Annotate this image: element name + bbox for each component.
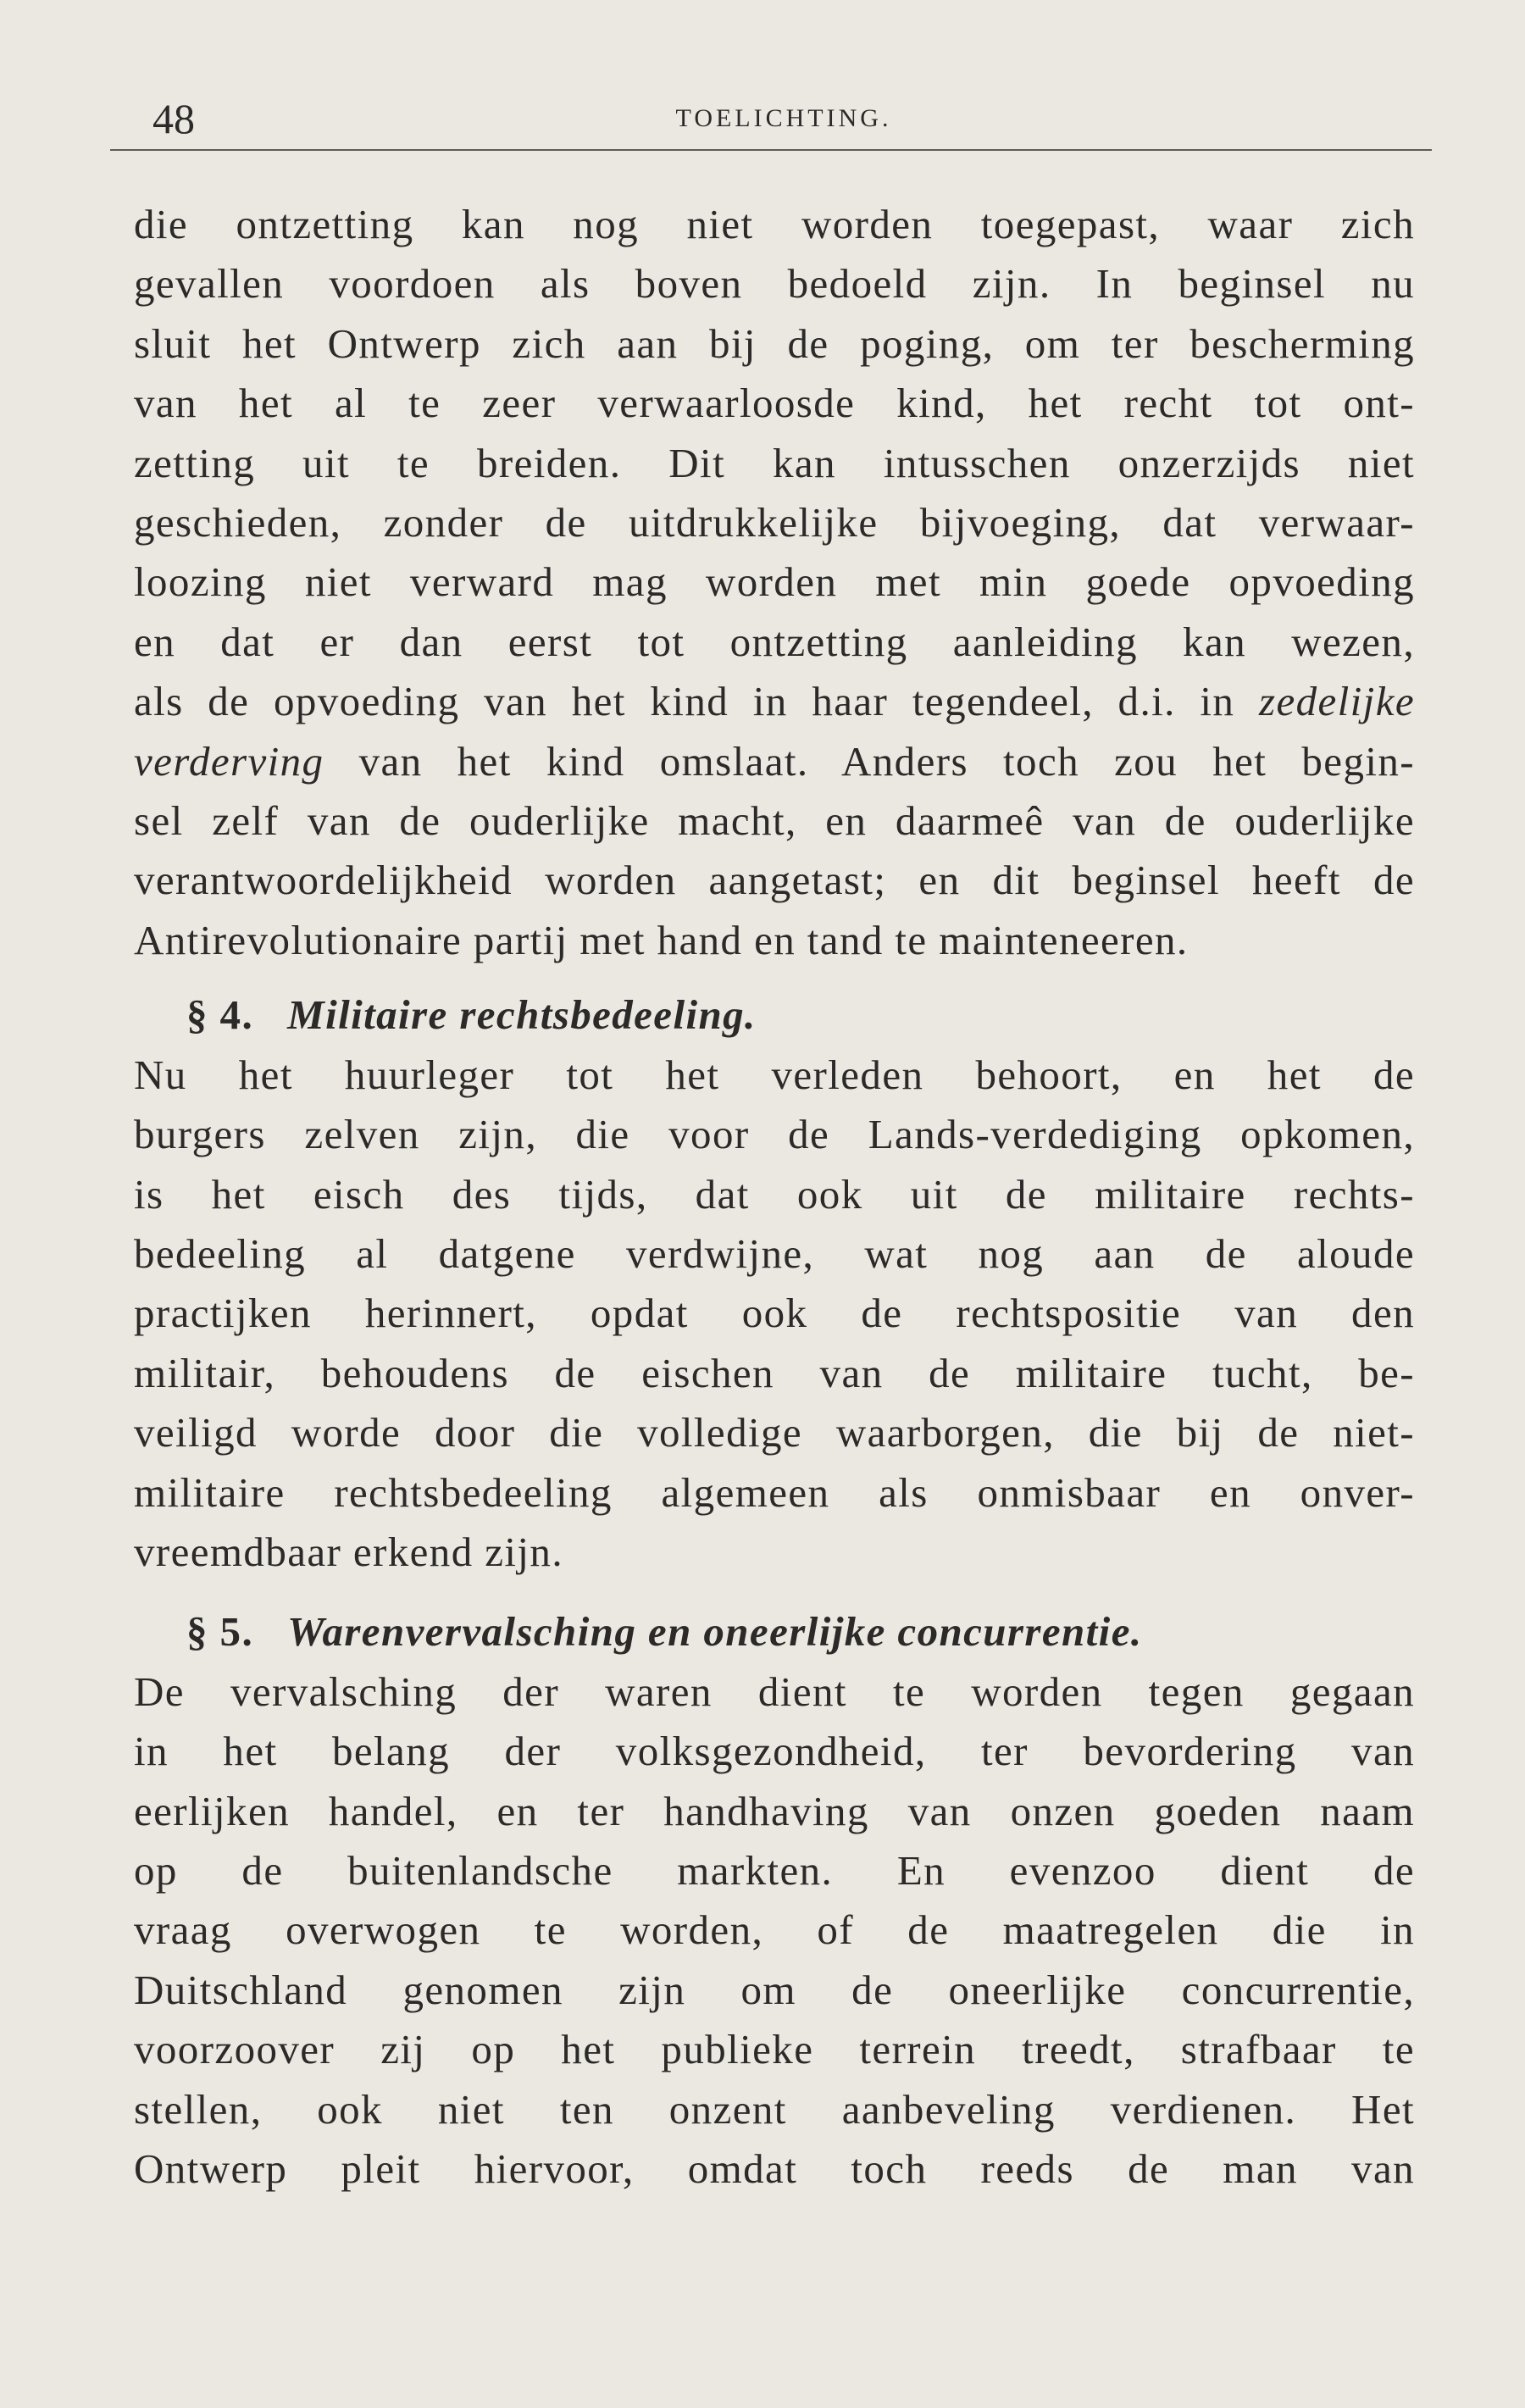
section-title: Militaire rechtsbedeeling. [287, 991, 757, 1039]
text-line: zetting uit te breiden. Dit kan intusschen onzerzijds niet [134, 439, 1415, 486]
text-fragment: als de opvoeding van het kind in haar tegendeel, d.i. in [134, 678, 1235, 725]
text-line [134, 732, 1415, 791]
text-line: Nu het huurleger tot het verleden behoort, en het de [134, 1051, 1415, 1098]
page-number: 48 [152, 95, 195, 142]
text-line: gevallen voordoen als boven bedoeld zijn. In beginsel nu [134, 260, 1415, 308]
text-line: die ontzetting kan nog niet worden toegepast, waar zich [134, 201, 1415, 247]
text-line: verantwoordelijkheid worden aangetast; en dit beginsel heeft de [134, 857, 1415, 904]
section-title: Warenvervalsching en oneerlijke concurrentie. [287, 1608, 1143, 1656]
section-heading-4 [134, 985, 1415, 1045]
text-line: Antirevolutionaire partij met hand en tand te mainteneeren. [134, 916, 1189, 963]
text-line: eerlijken handel, en ter handhaving van onzen goeden naam [134, 1787, 1415, 1834]
italic-term: verderving [134, 737, 324, 785]
text-line: sel zelf van de ouderlijke macht, en daarmeê van de ouderlijke [134, 797, 1415, 845]
text-line: voorzoover zij op het publieke terrein treedt, strafbaar te [134, 2026, 1415, 2073]
running-head: TOELICHTING. [675, 104, 892, 132]
text-line: vreemdbaar erkend zijn. [134, 1528, 563, 1575]
section-heading-5 [134, 1602, 1415, 1662]
text-line: vraag overwogen te worden, of de maatregelen die in [134, 1906, 1415, 1954]
text-line: van het al te zeer verwaarloosde kind, het recht tot ont- [134, 380, 1415, 427]
text-line: sluit het Ontwerp zich aan bij de poging, om ter bescherming [134, 319, 1415, 367]
text-line: burgers zelven zijn, die voor de Lands-verdediging opkomen, [134, 1111, 1415, 1158]
section-number: § 5. [186, 1608, 254, 1656]
text-line: loozing niet verward mag worden met min goede opvoeding [134, 558, 1415, 606]
text-line: stellen, ook niet ten onzent aanbeveling verdienen. Het [134, 2085, 1415, 2133]
text-line: militaire rechtsbedeeling algemeen als onmisbaar en onver- [134, 1468, 1415, 1516]
text-line: bedeeling al datgene verdwijne, wat nog aan de aloude [134, 1229, 1415, 1277]
paragraph-ontzetting [134, 195, 1415, 970]
text-line: Duitschland genomen zijn om de oneerlijke concurrentie, [134, 1966, 1415, 2013]
text-line: geschieden, zonder de uitdrukkelijke bijvoeging, dat verwaar- [134, 499, 1415, 547]
section-number: § 4. [186, 991, 254, 1039]
body-text [134, 195, 1415, 2199]
text-fragment: van het kind omslaat. Anders toch zou het begin- [358, 737, 1415, 785]
text-line: Ontwerp pleit hiervoor, omdat toch reeds de man van [134, 2145, 1415, 2192]
text-line: militair, behoudens de eischen van de militaire tucht, be- [134, 1349, 1415, 1396]
header-rule [110, 149, 1432, 151]
text-line: is het eisch des tijds, dat ook uit de militaire rechts- [134, 1170, 1415, 1218]
paragraph-militaire [134, 1046, 1415, 1583]
text-line [134, 672, 1415, 731]
text-line: op de buitenlandsche markten. En evenzoo dient de [134, 1846, 1415, 1894]
text-line: veiligd worde door die volledige waarborgen, die bij de niet- [134, 1409, 1415, 1456]
page-header [136, 85, 1432, 153]
text-line: en dat er dan eerst tot ontzetting aanleiding kan wezen, [134, 618, 1415, 665]
paragraph-warenvervalsching [134, 1662, 1415, 2200]
text-line: in het belang der volksgezondheid, ter bevordering van [134, 1728, 1415, 1775]
text-line: De vervalsching der waren dient te worden tegen gegaan [134, 1667, 1415, 1715]
text-line: practijken herinnert, opdat ook de rechtspositie van den [134, 1290, 1415, 1337]
italic-term: zedelijke [1258, 678, 1415, 725]
